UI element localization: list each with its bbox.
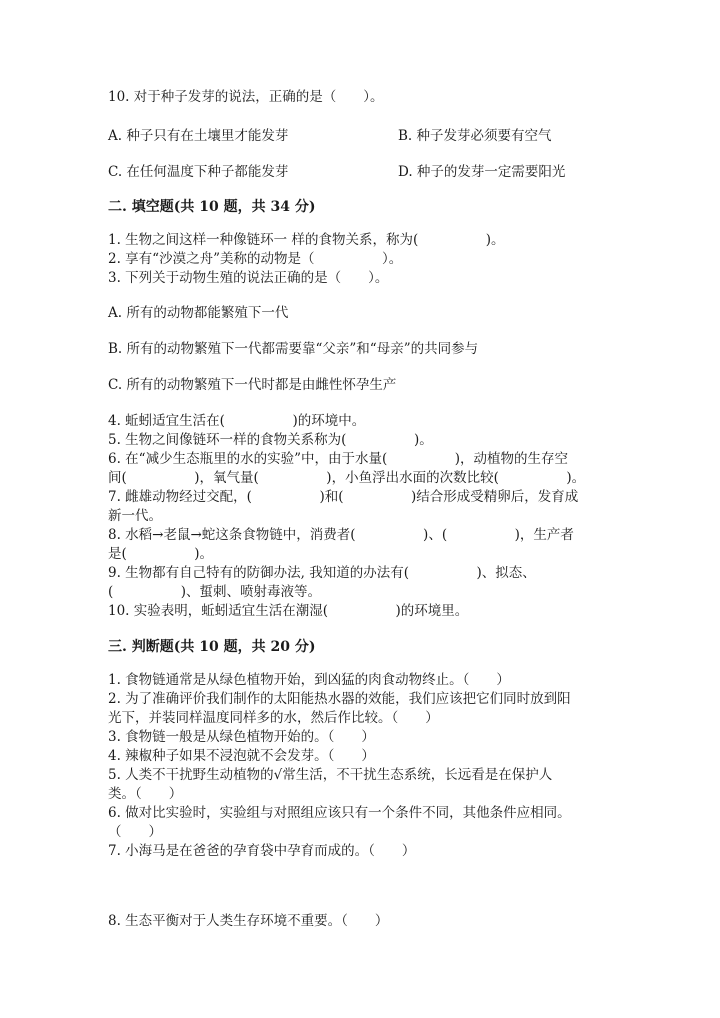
- fill-question-3: 3. 下列关于动物生殖的说法正确的是（ ）。: [108, 270, 389, 286]
- judge-question-6-line-2: （ ）: [108, 824, 162, 840]
- question-10-option-c: C. 在任何温度下种子都能发芽: [108, 164, 289, 180]
- judge-question-5-line-1: 5. 人类不干扰野生动植物的√常生活，不干扰生态系统，长远看是在保护人: [108, 767, 553, 783]
- judge-question-2-line-2: 光下，并装同样温度同样多的水，然后作比较。（ ）: [108, 710, 439, 726]
- judge-question-7: 7. 小海马是在爸爸的孕育袋中孕育而成的。（ ）: [108, 843, 416, 859]
- judge-question-4: 4. 辣椒种子如果不浸泡就不会发芽。（ ）: [108, 748, 375, 764]
- judge-question-1: 1. 食物链通常是从绿色植物开始，到凶猛的肉食动物终止。（ ）: [108, 672, 510, 688]
- fill-question-3-option-b: B. 所有的动物繁殖下一代都需要靠“父亲”和“母亲”的共同参与: [108, 341, 479, 357]
- judge-question-6-line-1: 6. 做对比实验时，实验组与对照组应该只有一个条件不同，其他条件应相同。: [108, 805, 571, 821]
- question-10-option-d: D. 种子的发芽一定需要阳光: [398, 164, 566, 180]
- judge-question-8: 8. 生态平衡对于人类生存环境不重要。（ ）: [108, 913, 389, 929]
- fill-question-9-line-1: 9. 生物都有自己特有的防御办法, 我知道的办法有( )、拟态、: [108, 565, 536, 581]
- fill-question-3-option-a: A. 所有的动物都能繁殖下一代: [108, 305, 289, 321]
- fill-question-1: 1. 生物之间这样一种像链环一 样的食物关系，称为( )。: [108, 232, 505, 248]
- question-10-option-a: A. 种子只有在土壤里才能发芽: [108, 128, 289, 144]
- fill-question-10: 10. 实验表明，蚯蚓适宜生活在潮湿( )的环境里。: [108, 603, 469, 619]
- fill-question-9-line-2: ( )、蜇刺、喷射毒液等。: [108, 584, 322, 600]
- fill-question-7-line-2: 新一代。: [108, 508, 162, 524]
- judge-question-5-line-2: 类。（ ）: [108, 786, 183, 802]
- fill-question-5: 5. 生物之间像链环一样的食物关系称为( )。: [108, 432, 433, 448]
- fill-question-8-line-2: 是( )。: [108, 546, 214, 562]
- fill-question-7-line-1: 7. 雌雄动物经过交配，( )和( )结合形成受精卵后，发育成: [108, 489, 579, 505]
- fill-question-2: 2. 享有“沙漠之舟”美称的动物是（ ）。: [108, 251, 403, 267]
- judge-question-2-line-1: 2. 为了准确评价我们制作的太阳能热水器的效能，我们应该把它们同时放到阳: [108, 691, 571, 707]
- fill-question-8-line-1: 8. 水稻→老鼠→蛇这条食物链中，消费者( )、( )，生产者: [108, 527, 574, 543]
- fill-question-3-option-c: C. 所有的动物繁殖下一代时都是由雌性怀孕生产: [108, 377, 397, 393]
- fill-question-6-line-1: 6. 在“减少生态瓶里的水的实验”中，由于水量( )，动植物的生存空: [108, 451, 569, 467]
- section-2-heading: 二. 填空题(共 10 题，共 34 分): [108, 199, 316, 215]
- fill-question-4: 4. 蚯蚓适宜生活在( )的环境中。: [108, 413, 366, 429]
- section-3-heading: 三. 判断题(共 10 题，共 20 分): [108, 639, 316, 655]
- question-10-stem: 10. 对于种子发芽的说法，正确的是（ ）。: [108, 89, 384, 105]
- question-10-option-b: B. 种子发芽必须要有空气: [398, 128, 552, 144]
- judge-question-3: 3. 食物链一般是从绿色植物开始的。（ ）: [108, 729, 375, 745]
- fill-question-6-line-2: 间( )，氧气量( )，小鱼浮出水面的次数比较( )。: [108, 470, 586, 486]
